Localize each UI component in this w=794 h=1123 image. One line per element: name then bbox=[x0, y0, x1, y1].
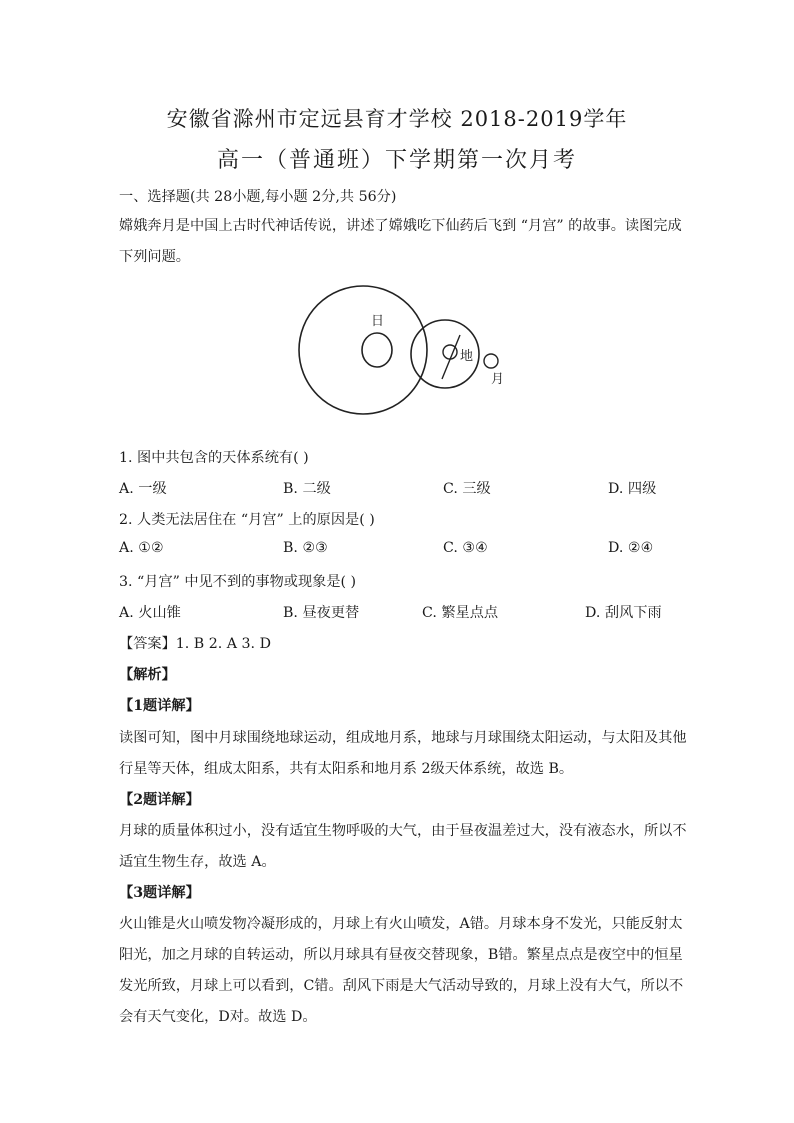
detail-1-line1: 读图可知，图中月球围绕地球运动，组成地月系，地球与月球围绕太阳运动，与太阳及其他 bbox=[119, 730, 687, 746]
exam-title-line2: 高一（普通班）下学期第一次月考 bbox=[216, 148, 577, 173]
moon-shape bbox=[484, 354, 498, 368]
question-2-option-b: B. ②③ bbox=[283, 540, 328, 556]
sun-earth-moon-diagram bbox=[290, 280, 520, 430]
section-heading: 一、选择题(共 28小题,每小题 2分,共 56分) bbox=[119, 189, 397, 205]
analysis-heading: 【解析】 bbox=[119, 667, 176, 683]
question-3-stem: 3. “月宫” 中见不到的事物或现象是( ) bbox=[119, 574, 357, 590]
detail-3-line2: 阳光，加之月球的自转运动，所以月球具有昼夜交替现象，B错。繁星点点是夜空中的恒星 bbox=[119, 947, 683, 963]
answer-line: 【答案】1. B 2. A 3. D bbox=[119, 636, 271, 652]
question-1-stem: 1. 图中共包含的天体系统有( ) bbox=[119, 450, 309, 466]
sun-label: 日 bbox=[371, 314, 385, 329]
question-1-option-b: B. 二级 bbox=[283, 481, 331, 497]
earth-label: 地 bbox=[460, 349, 474, 364]
exam-title-line1: 安徽省滁州市定远县育才学校 2018-2019学年 bbox=[166, 107, 628, 131]
detail-2-heading: 【2题详解】 bbox=[119, 792, 200, 808]
detail-1-heading: 【1题详解】 bbox=[119, 698, 200, 714]
intro-text-line2: 下列问题。 bbox=[119, 249, 190, 265]
earth-orbit bbox=[299, 286, 427, 414]
detail-2-line2: 适宜生物生存，故选 A。 bbox=[119, 854, 276, 870]
detail-3-line3: 发光所致，月球上可以看到，C错。刮风下雨是大气活动导致的，月球上没有大气，所以不 bbox=[119, 978, 684, 994]
intro-text-line1: 嫦娥奔月是中国上古时代神话传说，讲述了嫦娥吃下仙药后飞到 “月宫” 的故事。读图完成 bbox=[119, 218, 682, 234]
question-2-option-a: A. ①② bbox=[119, 540, 164, 556]
question-1-option-a: A. 一级 bbox=[119, 481, 167, 497]
sun-shape bbox=[362, 333, 392, 367]
question-3-option-a: A. 火山锥 bbox=[119, 605, 181, 621]
question-2-option-c: C. ③④ bbox=[443, 540, 488, 556]
detail-1-line2: 行星等天体，组成太阳系，共有太阳系和地月系 2级天体系统，故选 B。 bbox=[119, 761, 574, 777]
moon-label: 月 bbox=[491, 372, 505, 387]
question-1-option-d: D. 四级 bbox=[608, 481, 657, 497]
detail-3-line4: 会有天气变化，D对。故选 D。 bbox=[119, 1009, 317, 1025]
question-3-option-b: B. 昼夜更替 bbox=[283, 605, 360, 621]
detail-3-heading: 【3题详解】 bbox=[119, 885, 200, 901]
question-3-option-d: D. 刮风下雨 bbox=[585, 605, 662, 621]
question-2-option-d: D. ②④ bbox=[608, 540, 654, 556]
question-1-option-c: C. 三级 bbox=[443, 481, 491, 497]
question-2-stem: 2. 人类无法居住在 “月宫” 上的原因是( ) bbox=[119, 512, 375, 528]
question-3-option-c: C. 繁星点点 bbox=[422, 605, 499, 621]
detail-2-line1: 月球的质量体积过小，没有适宜生物呼吸的大气，由于昼夜温差过大，没有液态水，所以不 bbox=[119, 823, 687, 839]
detail-3-line1: 火山锥是火山喷发物冷凝形成的，月球上有火山喷发，A错。月球本身不发光，只能反射太 bbox=[119, 916, 683, 932]
